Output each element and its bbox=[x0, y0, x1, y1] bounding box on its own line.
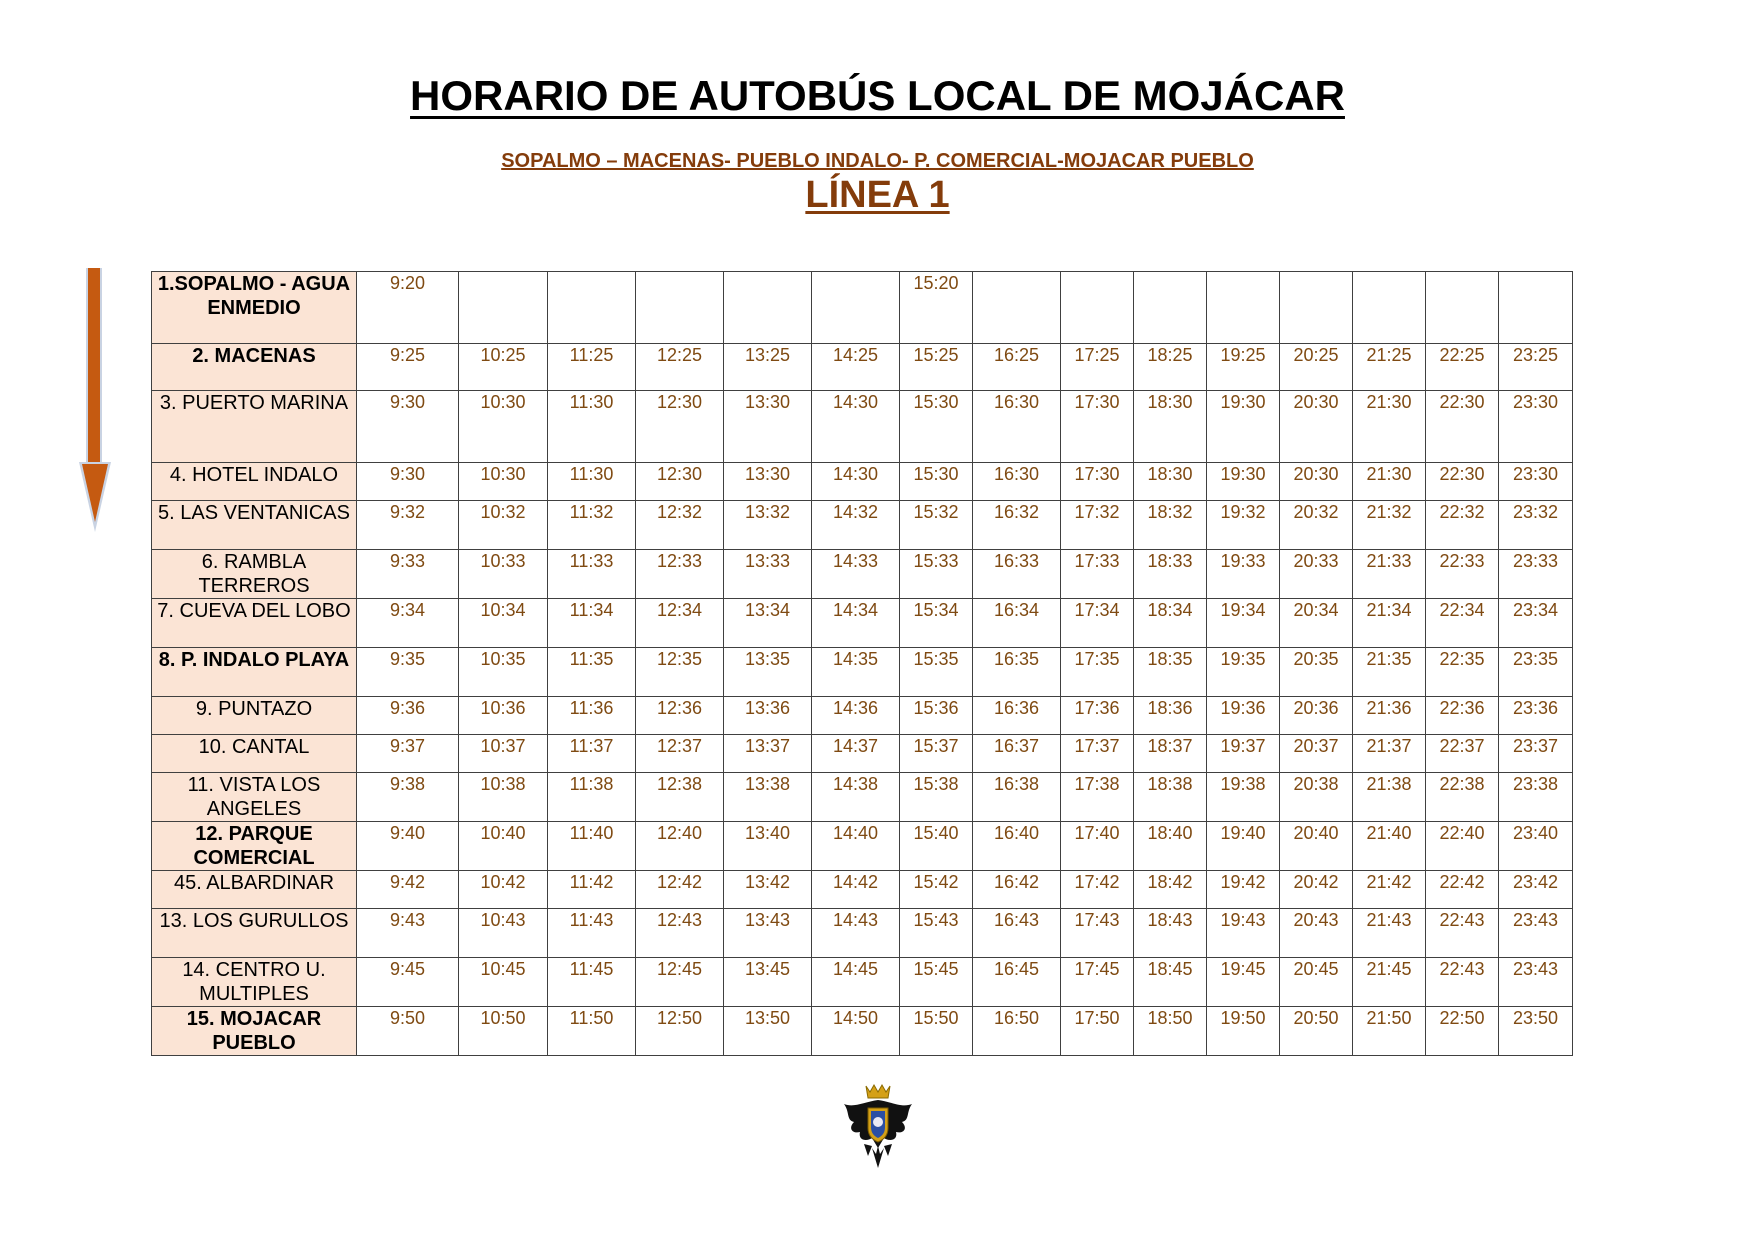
departure-time: 18:34 bbox=[1134, 599, 1207, 648]
departure-time: 20:40 bbox=[1280, 822, 1353, 871]
departure-time: 14:45 bbox=[812, 958, 900, 1007]
departure-time: 20:30 bbox=[1280, 391, 1353, 463]
departure-time: 13:43 bbox=[724, 909, 812, 958]
departure-time: 9:33 bbox=[357, 550, 459, 599]
departure-time: 18:37 bbox=[1134, 735, 1207, 773]
departure-time: 9:20 bbox=[357, 272, 459, 344]
departure-time: 11:42 bbox=[548, 871, 636, 909]
departure-time: 23:25 bbox=[1499, 344, 1573, 391]
departure-time: 11:37 bbox=[548, 735, 636, 773]
departure-time: 23:50 bbox=[1499, 1007, 1573, 1056]
departure-time: 19:43 bbox=[1207, 909, 1280, 958]
departure-time: 9:38 bbox=[357, 773, 459, 822]
departure-time: 14:42 bbox=[812, 871, 900, 909]
departure-time: 19:36 bbox=[1207, 697, 1280, 735]
departure-time: 17:45 bbox=[1061, 958, 1134, 1007]
departure-time: 20:42 bbox=[1280, 871, 1353, 909]
departure-time: 21:33 bbox=[1353, 550, 1426, 599]
departure-time: 12:34 bbox=[636, 599, 724, 648]
departure-time: 10:32 bbox=[459, 501, 548, 550]
departure-time: 9:30 bbox=[357, 391, 459, 463]
departure-time: 12:30 bbox=[636, 463, 724, 501]
departure-time: 14:35 bbox=[812, 648, 900, 697]
departure-time: 22:42 bbox=[1426, 871, 1499, 909]
departure-time: 14:30 bbox=[812, 463, 900, 501]
stop-name: 4. HOTEL INDALO bbox=[152, 463, 357, 501]
departure-time: 12:35 bbox=[636, 648, 724, 697]
departure-time: 16:43 bbox=[973, 909, 1061, 958]
coat-of-arms-icon bbox=[842, 1082, 914, 1172]
departure-time: 22:43 bbox=[1426, 958, 1499, 1007]
departure-time: 11:30 bbox=[548, 391, 636, 463]
departure-time: 22:38 bbox=[1426, 773, 1499, 822]
departure-time: 19:40 bbox=[1207, 822, 1280, 871]
departure-time: 10:34 bbox=[459, 599, 548, 648]
departure-time: 9:34 bbox=[357, 599, 459, 648]
departure-time: 11:35 bbox=[548, 648, 636, 697]
departure-time: 10:33 bbox=[459, 550, 548, 599]
departure-time: 14:25 bbox=[812, 344, 900, 391]
departure-time: 14:50 bbox=[812, 1007, 900, 1056]
departure-time: 18:32 bbox=[1134, 501, 1207, 550]
departure-time bbox=[1499, 272, 1573, 344]
stop-name: 8. P. INDALO PLAYA bbox=[152, 648, 357, 697]
departure-time: 15:35 bbox=[900, 648, 973, 697]
departure-time: 22:35 bbox=[1426, 648, 1499, 697]
departure-time: 12:25 bbox=[636, 344, 724, 391]
departure-time: 17:43 bbox=[1061, 909, 1134, 958]
departure-time: 19:25 bbox=[1207, 344, 1280, 391]
departure-time: 14:33 bbox=[812, 550, 900, 599]
departure-time: 16:37 bbox=[973, 735, 1061, 773]
stop-name: 45. ALBARDINAR bbox=[152, 871, 357, 909]
departure-time: 15:25 bbox=[900, 344, 973, 391]
departure-time: 9:35 bbox=[357, 648, 459, 697]
departure-time: 10:50 bbox=[459, 1007, 548, 1056]
departure-time: 16:32 bbox=[973, 501, 1061, 550]
departure-time: 13:30 bbox=[724, 463, 812, 501]
departure-time: 18:38 bbox=[1134, 773, 1207, 822]
departure-time: 16:40 bbox=[973, 822, 1061, 871]
departure-time: 14:43 bbox=[812, 909, 900, 958]
departure-time bbox=[1280, 272, 1353, 344]
departure-time: 16:42 bbox=[973, 871, 1061, 909]
departure-time: 10:38 bbox=[459, 773, 548, 822]
departure-time: 11:40 bbox=[548, 822, 636, 871]
departure-time: 11:30 bbox=[548, 463, 636, 501]
departure-time bbox=[636, 272, 724, 344]
departure-time: 23:36 bbox=[1499, 697, 1573, 735]
departure-time bbox=[724, 272, 812, 344]
departure-time: 22:37 bbox=[1426, 735, 1499, 773]
departure-time: 14:36 bbox=[812, 697, 900, 735]
departure-time: 11:34 bbox=[548, 599, 636, 648]
departure-time: 14:37 bbox=[812, 735, 900, 773]
stop-name: 13. LOS GURULLOS bbox=[152, 909, 357, 958]
stop-name: 5. LAS VENTANICAS bbox=[152, 501, 357, 550]
departure-time: 22:30 bbox=[1426, 463, 1499, 501]
departure-time bbox=[1207, 272, 1280, 344]
departure-time: 12:32 bbox=[636, 501, 724, 550]
departure-time: 10:36 bbox=[459, 697, 548, 735]
departure-time: 9:43 bbox=[357, 909, 459, 958]
departure-time: 22:30 bbox=[1426, 391, 1499, 463]
departure-time: 12:37 bbox=[636, 735, 724, 773]
departure-time: 23:37 bbox=[1499, 735, 1573, 773]
table-row bbox=[152, 735, 1573, 773]
departure-time: 18:35 bbox=[1134, 648, 1207, 697]
route-subtitle: SOPALMO – MACENAS- PUEBLO INDALO- P. COMERCIAL-MOJACAR PUEBLO bbox=[501, 150, 1254, 172]
departure-time: 17:30 bbox=[1061, 391, 1134, 463]
departure-time: 9:40 bbox=[357, 822, 459, 871]
departure-time: 21:35 bbox=[1353, 648, 1426, 697]
departure-time: 20:35 bbox=[1280, 648, 1353, 697]
departure-time: 9:50 bbox=[357, 1007, 459, 1056]
departure-time bbox=[973, 272, 1061, 344]
schedule-table bbox=[151, 271, 1573, 1056]
departure-time: 10:25 bbox=[459, 344, 548, 391]
departure-time: 11:32 bbox=[548, 501, 636, 550]
departure-time: 15:30 bbox=[900, 391, 973, 463]
departure-time: 17:40 bbox=[1061, 822, 1134, 871]
departure-time: 11:50 bbox=[548, 1007, 636, 1056]
departure-time: 20:36 bbox=[1280, 697, 1353, 735]
departure-time: 15:37 bbox=[900, 735, 973, 773]
departure-time: 16:30 bbox=[973, 391, 1061, 463]
departure-time: 17:37 bbox=[1061, 735, 1134, 773]
departure-time: 17:30 bbox=[1061, 463, 1134, 501]
table-row bbox=[152, 391, 1573, 463]
departure-time: 19:32 bbox=[1207, 501, 1280, 550]
departure-time: 20:33 bbox=[1280, 550, 1353, 599]
departure-time: 10:45 bbox=[459, 958, 548, 1007]
departure-time: 13:45 bbox=[724, 958, 812, 1007]
table-row bbox=[152, 599, 1573, 648]
departure-time: 22:32 bbox=[1426, 501, 1499, 550]
departure-time: 13:25 bbox=[724, 344, 812, 391]
departure-time: 18:36 bbox=[1134, 697, 1207, 735]
departure-time: 12:40 bbox=[636, 822, 724, 871]
departure-time: 21:25 bbox=[1353, 344, 1426, 391]
departure-time bbox=[548, 272, 636, 344]
departure-time: 11:43 bbox=[548, 909, 636, 958]
departure-time: 19:30 bbox=[1207, 463, 1280, 501]
departure-time bbox=[1134, 272, 1207, 344]
departure-time: 20:32 bbox=[1280, 501, 1353, 550]
departure-time: 23:30 bbox=[1499, 463, 1573, 501]
departure-time: 19:35 bbox=[1207, 648, 1280, 697]
departure-time: 23:32 bbox=[1499, 501, 1573, 550]
departure-time: 12:38 bbox=[636, 773, 724, 822]
table-row bbox=[152, 1007, 1573, 1056]
departure-time: 14:40 bbox=[812, 822, 900, 871]
departure-time: 23:38 bbox=[1499, 773, 1573, 822]
departure-time: 15:43 bbox=[900, 909, 973, 958]
departure-time: 22:36 bbox=[1426, 697, 1499, 735]
departure-time: 13:40 bbox=[724, 822, 812, 871]
departure-time: 21:30 bbox=[1353, 391, 1426, 463]
departure-time: 13:35 bbox=[724, 648, 812, 697]
departure-time: 16:50 bbox=[973, 1007, 1061, 1056]
departure-time: 9:42 bbox=[357, 871, 459, 909]
departure-time: 11:25 bbox=[548, 344, 636, 391]
stop-name: 11. VISTA LOS ANGELES bbox=[152, 773, 357, 822]
departure-time: 10:43 bbox=[459, 909, 548, 958]
departure-time: 22:50 bbox=[1426, 1007, 1499, 1056]
table-row bbox=[152, 648, 1573, 697]
departure-time: 11:33 bbox=[548, 550, 636, 599]
departure-time: 15:34 bbox=[900, 599, 973, 648]
departure-time: 16:25 bbox=[973, 344, 1061, 391]
departure-time: 21:45 bbox=[1353, 958, 1426, 1007]
departure-time: 13:36 bbox=[724, 697, 812, 735]
departure-time: 15:42 bbox=[900, 871, 973, 909]
departure-time: 21:38 bbox=[1353, 773, 1426, 822]
departure-time: 17:50 bbox=[1061, 1007, 1134, 1056]
stop-name: 1.SOPALMO - AGUA ENMEDIO bbox=[152, 272, 357, 344]
departure-time: 22:34 bbox=[1426, 599, 1499, 648]
departure-time: 21:30 bbox=[1353, 463, 1426, 501]
departure-time: 22:43 bbox=[1426, 909, 1499, 958]
departure-time: 17:32 bbox=[1061, 501, 1134, 550]
departure-time: 13:33 bbox=[724, 550, 812, 599]
departure-time: 20:25 bbox=[1280, 344, 1353, 391]
departure-time: 12:33 bbox=[636, 550, 724, 599]
departure-time: 20:45 bbox=[1280, 958, 1353, 1007]
departure-time: 18:42 bbox=[1134, 871, 1207, 909]
departure-time: 19:33 bbox=[1207, 550, 1280, 599]
departure-time bbox=[459, 272, 548, 344]
stop-name: 10. CANTAL bbox=[152, 735, 357, 773]
departure-time: 23:35 bbox=[1499, 648, 1573, 697]
departure-time bbox=[1426, 272, 1499, 344]
departure-time: 19:30 bbox=[1207, 391, 1280, 463]
departure-time: 16:34 bbox=[973, 599, 1061, 648]
departure-time: 17:33 bbox=[1061, 550, 1134, 599]
departure-time: 10:42 bbox=[459, 871, 548, 909]
departure-time: 14:32 bbox=[812, 501, 900, 550]
departure-time: 15:45 bbox=[900, 958, 973, 1007]
departure-time: 15:30 bbox=[900, 463, 973, 501]
departure-time: 21:50 bbox=[1353, 1007, 1426, 1056]
departure-time bbox=[1353, 272, 1426, 344]
departure-time: 13:30 bbox=[724, 391, 812, 463]
departure-time: 17:38 bbox=[1061, 773, 1134, 822]
departure-time: 13:42 bbox=[724, 871, 812, 909]
table-row bbox=[152, 501, 1573, 550]
departure-time: 21:37 bbox=[1353, 735, 1426, 773]
departure-time: 10:37 bbox=[459, 735, 548, 773]
departure-time: 14:34 bbox=[812, 599, 900, 648]
departure-time: 9:25 bbox=[357, 344, 459, 391]
departure-time: 10:40 bbox=[459, 822, 548, 871]
departure-time: 19:34 bbox=[1207, 599, 1280, 648]
departure-time: 13:38 bbox=[724, 773, 812, 822]
stop-name: 14. CENTRO U. MULTIPLES bbox=[152, 958, 357, 1007]
departure-time: 12:43 bbox=[636, 909, 724, 958]
departure-time: 15:36 bbox=[900, 697, 973, 735]
departure-time: 22:33 bbox=[1426, 550, 1499, 599]
table-row bbox=[152, 773, 1573, 822]
departure-time: 17:25 bbox=[1061, 344, 1134, 391]
departure-time: 20:30 bbox=[1280, 463, 1353, 501]
table-row bbox=[152, 344, 1573, 391]
table-row bbox=[152, 272, 1573, 344]
departure-time: 18:50 bbox=[1134, 1007, 1207, 1056]
departure-time: 14:38 bbox=[812, 773, 900, 822]
departure-time: 23:40 bbox=[1499, 822, 1573, 871]
departure-time: 17:34 bbox=[1061, 599, 1134, 648]
departure-time: 9:30 bbox=[357, 463, 459, 501]
departure-time: 13:32 bbox=[724, 501, 812, 550]
departure-time: 18:33 bbox=[1134, 550, 1207, 599]
departure-time: 15:38 bbox=[900, 773, 973, 822]
departure-time: 21:34 bbox=[1353, 599, 1426, 648]
departure-time: 14:30 bbox=[812, 391, 900, 463]
departure-time bbox=[1061, 272, 1134, 344]
table-row bbox=[152, 550, 1573, 599]
departure-time: 21:36 bbox=[1353, 697, 1426, 735]
departure-time: 21:32 bbox=[1353, 501, 1426, 550]
arrow-down-icon bbox=[78, 266, 112, 536]
departure-time: 12:42 bbox=[636, 871, 724, 909]
departure-time: 12:45 bbox=[636, 958, 724, 1007]
departure-time: 16:38 bbox=[973, 773, 1061, 822]
departure-time: 15:40 bbox=[900, 822, 973, 871]
page-title: HORARIO DE AUTOBÚS LOCAL DE MOJÁCAR bbox=[410, 72, 1345, 119]
departure-time: 16:45 bbox=[973, 958, 1061, 1007]
departure-time: 10:30 bbox=[459, 391, 548, 463]
stop-name: 7. CUEVA DEL LOBO bbox=[152, 599, 357, 648]
table-row bbox=[152, 822, 1573, 871]
table-row bbox=[152, 697, 1573, 735]
departure-time: 19:50 bbox=[1207, 1007, 1280, 1056]
departure-time: 16:35 bbox=[973, 648, 1061, 697]
table-row bbox=[152, 871, 1573, 909]
departure-time: 23:30 bbox=[1499, 391, 1573, 463]
departure-time: 19:37 bbox=[1207, 735, 1280, 773]
departure-time: 16:36 bbox=[973, 697, 1061, 735]
departure-time: 17:36 bbox=[1061, 697, 1134, 735]
departure-time: 20:34 bbox=[1280, 599, 1353, 648]
departure-time: 20:38 bbox=[1280, 773, 1353, 822]
stop-name: 6. RAMBLA TERREROS bbox=[152, 550, 357, 599]
departure-time: 13:50 bbox=[724, 1007, 812, 1056]
departure-time: 18:40 bbox=[1134, 822, 1207, 871]
departure-time: 23:43 bbox=[1499, 958, 1573, 1007]
departure-time: 18:25 bbox=[1134, 344, 1207, 391]
departure-time: 15:20 bbox=[900, 272, 973, 344]
departure-time: 19:45 bbox=[1207, 958, 1280, 1007]
departure-time: 15:50 bbox=[900, 1007, 973, 1056]
departure-time: 17:35 bbox=[1061, 648, 1134, 697]
departure-time: 13:37 bbox=[724, 735, 812, 773]
line-label: LÍNEA 1 bbox=[805, 174, 950, 216]
table-row bbox=[152, 909, 1573, 958]
stop-name: 12. PARQUE COMERCIAL bbox=[152, 822, 357, 871]
stop-name: 3. PUERTO MARINA bbox=[152, 391, 357, 463]
departure-time: 23:33 bbox=[1499, 550, 1573, 599]
departure-time: 18:45 bbox=[1134, 958, 1207, 1007]
departure-time bbox=[812, 272, 900, 344]
departure-time: 12:30 bbox=[636, 391, 724, 463]
departure-time: 18:30 bbox=[1134, 391, 1207, 463]
table-row bbox=[152, 463, 1573, 501]
departure-time: 13:34 bbox=[724, 599, 812, 648]
departure-time: 9:36 bbox=[357, 697, 459, 735]
departure-time: 20:43 bbox=[1280, 909, 1353, 958]
departure-time: 23:34 bbox=[1499, 599, 1573, 648]
departure-time: 11:38 bbox=[548, 773, 636, 822]
departure-time: 15:33 bbox=[900, 550, 973, 599]
departure-time: 9:45 bbox=[357, 958, 459, 1007]
departure-time: 18:30 bbox=[1134, 463, 1207, 501]
stop-name: 9. PUNTAZO bbox=[152, 697, 357, 735]
departure-time: 18:43 bbox=[1134, 909, 1207, 958]
departure-time: 15:32 bbox=[900, 501, 973, 550]
departure-time: 10:30 bbox=[459, 463, 548, 501]
stop-name: 2. MACENAS bbox=[152, 344, 357, 391]
departure-time: 16:30 bbox=[973, 463, 1061, 501]
departure-time: 17:42 bbox=[1061, 871, 1134, 909]
table-row bbox=[152, 958, 1573, 1007]
departure-time: 19:38 bbox=[1207, 773, 1280, 822]
departure-time: 19:42 bbox=[1207, 871, 1280, 909]
departure-time: 16:33 bbox=[973, 550, 1061, 599]
departure-time: 23:42 bbox=[1499, 871, 1573, 909]
stop-name: 15. MOJACAR PUEBLO bbox=[152, 1007, 357, 1056]
departure-time: 20:37 bbox=[1280, 735, 1353, 773]
departure-time: 22:25 bbox=[1426, 344, 1499, 391]
departure-time: 21:43 bbox=[1353, 909, 1426, 958]
departure-time: 12:36 bbox=[636, 697, 724, 735]
departure-time: 21:40 bbox=[1353, 822, 1426, 871]
departure-time: 9:37 bbox=[357, 735, 459, 773]
departure-time: 23:43 bbox=[1499, 909, 1573, 958]
departure-time: 10:35 bbox=[459, 648, 548, 697]
departure-time: 20:50 bbox=[1280, 1007, 1353, 1056]
departure-time: 21:42 bbox=[1353, 871, 1426, 909]
departure-time: 11:36 bbox=[548, 697, 636, 735]
departure-time: 11:45 bbox=[548, 958, 636, 1007]
departure-time: 22:40 bbox=[1426, 822, 1499, 871]
departure-time: 12:50 bbox=[636, 1007, 724, 1056]
departure-time: 9:32 bbox=[357, 501, 459, 550]
